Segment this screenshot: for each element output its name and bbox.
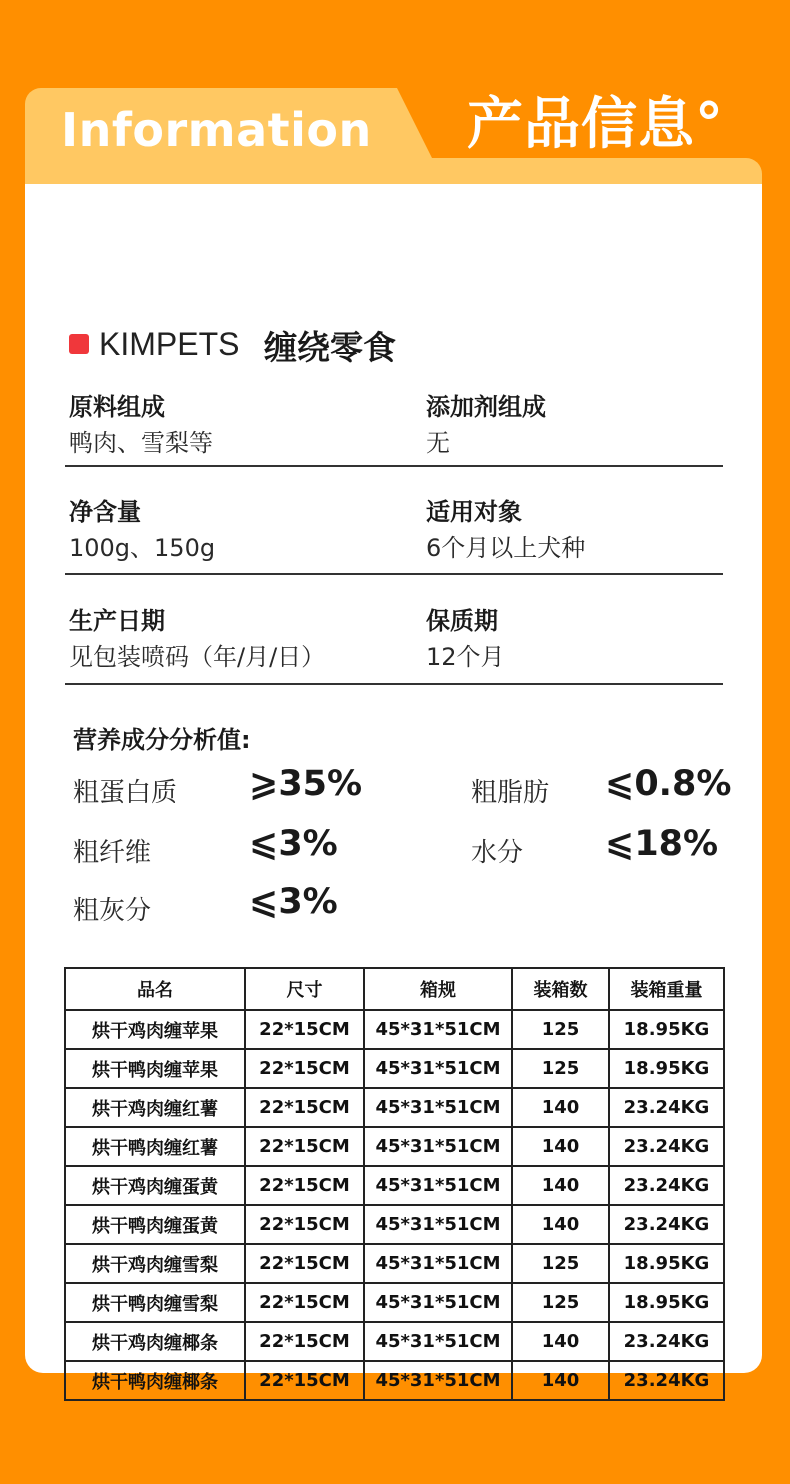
cell-carton-spec: 45*31*51CM	[364, 1322, 512, 1361]
nutrition-value: ⩾35%	[249, 764, 363, 804]
cell-carton-spec: 45*31*51CM	[364, 1283, 512, 1322]
header-carton-spec: 箱规	[364, 968, 512, 1010]
cell-size: 22*15CM	[245, 1049, 364, 1088]
nutrition-value: ⩽3%	[249, 882, 338, 922]
cell-size: 22*15CM	[245, 1010, 364, 1049]
table-row	[65, 1205, 724, 1244]
cell-name: 烘干鸭肉缠蛋黄	[65, 1205, 245, 1244]
cell-carton-spec: 45*31*51CM	[364, 1049, 512, 1088]
nutrition-name: 水分	[471, 838, 524, 868]
spec-table	[64, 967, 725, 1401]
cell-carton-spec: 45*31*51CM	[364, 1205, 512, 1244]
info-card	[25, 88, 762, 1393]
cell-carton-count: 140	[512, 1361, 609, 1400]
cell-carton-spec: 45*31*51CM	[364, 1088, 512, 1127]
nutrition-name: 粗灰分	[73, 896, 152, 926]
cell-name: 烘干鸡肉缠蛋黄	[65, 1166, 245, 1205]
cell-carton-weight: 23.24KG	[609, 1205, 724, 1244]
nutrition-value: ⩽0.8%	[605, 764, 732, 804]
cell-name: 烘干鸡肉缠雪梨	[65, 1244, 245, 1283]
cell-carton-spec: 45*31*51CM	[364, 1361, 512, 1400]
cell-size: 22*15CM	[245, 1166, 364, 1205]
cell-carton-count: 125	[512, 1010, 609, 1049]
cell-carton-count: 125	[512, 1244, 609, 1283]
brand-mark-icon	[69, 334, 89, 354]
nutrition-name: 粗脂肪	[471, 778, 550, 808]
cell-size: 22*15CM	[245, 1361, 364, 1400]
brand-name: KIMPETS	[99, 326, 240, 362]
product-name: 缠绕零食	[264, 328, 396, 367]
nutrition-name: 粗蛋白质	[73, 778, 178, 808]
header-carton-count: 装箱数	[512, 968, 609, 1010]
table-row	[65, 1088, 724, 1127]
table-header-row	[65, 968, 724, 1010]
cell-carton-spec: 45*31*51CM	[364, 1244, 512, 1283]
cell-name: 烘干鸭肉缠雪梨	[65, 1283, 245, 1322]
cell-carton-weight: 23.24KG	[609, 1361, 724, 1400]
cell-size: 22*15CM	[245, 1322, 364, 1361]
table-row	[65, 1361, 724, 1400]
cell-size: 22*15CM	[245, 1244, 364, 1283]
ingredients-value: 鸭肉、雪梨等	[69, 429, 213, 457]
cell-carton-weight: 18.95KG	[609, 1283, 724, 1322]
nutrition-name: 粗纤维	[73, 838, 152, 868]
target-value: 6个月以上犬种	[426, 534, 586, 562]
cell-size: 22*15CM	[245, 1283, 364, 1322]
nutrition-title: 营养成分分析值:	[73, 726, 251, 754]
cell-size: 22*15CM	[245, 1088, 364, 1127]
cell-carton-spec: 45*31*51CM	[364, 1166, 512, 1205]
divider	[65, 465, 723, 467]
cell-size: 22*15CM	[245, 1127, 364, 1166]
cell-carton-weight: 18.95KG	[609, 1010, 724, 1049]
table-row	[65, 1283, 724, 1322]
nutrition-value: ⩽18%	[605, 824, 719, 864]
cell-carton-weight: 23.24KG	[609, 1088, 724, 1127]
cell-name: 烘干鸭肉缠椰条	[65, 1361, 245, 1400]
cell-carton-count: 125	[512, 1049, 609, 1088]
header-carton-weight: 装箱重量	[609, 968, 724, 1010]
header-name: 品名	[65, 968, 245, 1010]
cell-carton-weight: 18.95KG	[609, 1244, 724, 1283]
divider	[65, 683, 723, 685]
net-content-label: 净含量	[69, 498, 141, 526]
divider	[65, 573, 723, 575]
cell-carton-count: 140	[512, 1088, 609, 1127]
table-row	[65, 1127, 724, 1166]
table-row	[65, 1322, 724, 1361]
cell-name: 烘干鸡肉缠苹果	[65, 1010, 245, 1049]
cell-carton-spec: 45*31*51CM	[364, 1010, 512, 1049]
table-row	[65, 1166, 724, 1205]
production-date-label: 生产日期	[69, 607, 165, 635]
shelf-life-value: 12个月	[426, 643, 505, 671]
cell-carton-weight: 23.24KG	[609, 1127, 724, 1166]
additives-label: 添加剂组成	[426, 393, 546, 421]
cell-carton-count: 125	[512, 1283, 609, 1322]
table-row	[65, 1010, 724, 1049]
header-size: 尺寸	[245, 968, 364, 1010]
production-date-value: 见包装喷码（年/月/日）	[69, 643, 326, 671]
cell-carton-weight: 23.24KG	[609, 1166, 724, 1205]
nutrition-value: ⩽3%	[249, 824, 338, 864]
table-row	[65, 1049, 724, 1088]
cell-name: 烘干鸭肉缠红薯	[65, 1127, 245, 1166]
product-info-heading: 产品信息°	[467, 92, 724, 157]
shelf-life-label: 保质期	[426, 607, 498, 635]
cell-name: 烘干鸡肉缠椰条	[65, 1322, 245, 1361]
additives-value: 无	[426, 429, 450, 457]
cell-name: 烘干鸡肉缠红薯	[65, 1088, 245, 1127]
cell-carton-count: 140	[512, 1127, 609, 1166]
net-content-value: 100g、150g	[69, 534, 216, 562]
ingredients-label: 原料组成	[69, 393, 165, 421]
information-title: Information	[61, 103, 372, 157]
cell-carton-weight: 18.95KG	[609, 1049, 724, 1088]
cell-size: 22*15CM	[245, 1205, 364, 1244]
cell-carton-spec: 45*31*51CM	[364, 1127, 512, 1166]
target-label: 适用对象	[426, 498, 522, 526]
tab-slope	[365, 88, 445, 184]
cell-carton-count: 140	[512, 1166, 609, 1205]
info-panel	[25, 184, 762, 1393]
table-row	[65, 1244, 724, 1283]
cell-carton-weight: 23.24KG	[609, 1322, 724, 1361]
cell-carton-count: 140	[512, 1322, 609, 1361]
cell-carton-count: 140	[512, 1205, 609, 1244]
cell-name: 烘干鸭肉缠苹果	[65, 1049, 245, 1088]
